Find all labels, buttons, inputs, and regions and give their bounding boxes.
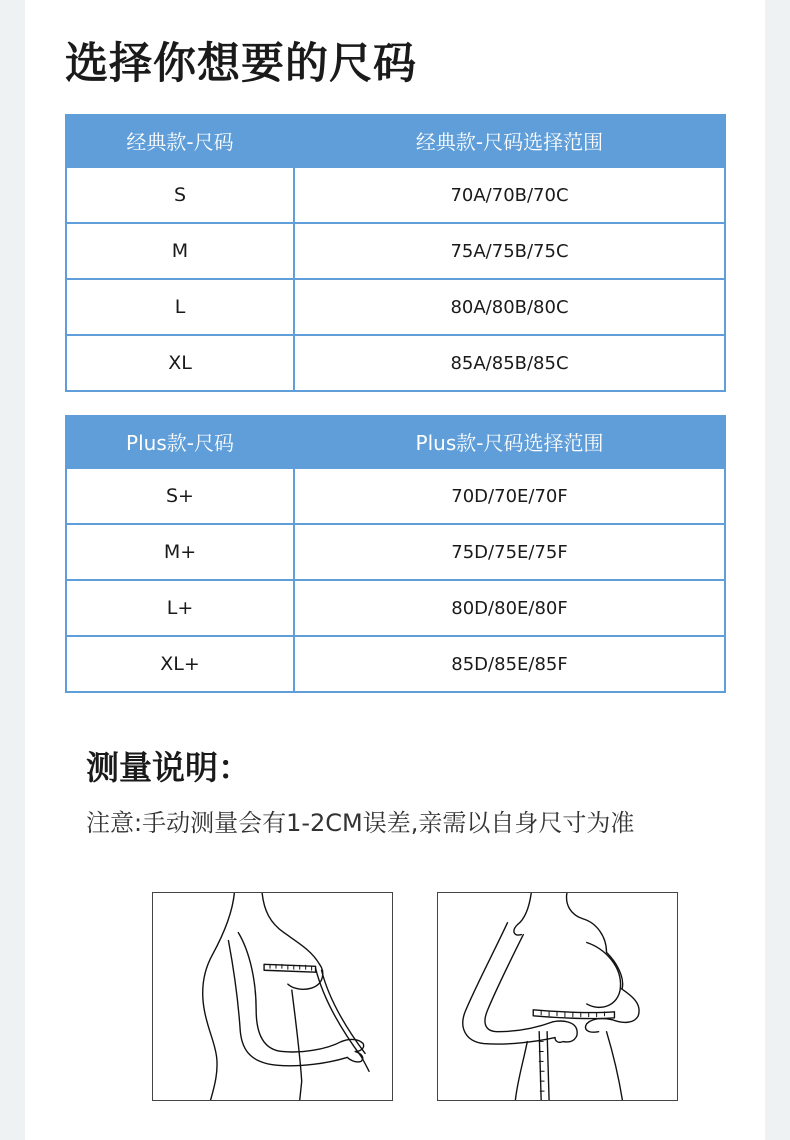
underbust-measurement-illustration [437, 892, 678, 1101]
table-header-row [66, 415, 725, 468]
size-cell: M+ [66, 524, 294, 580]
column-header-range: 经典款-尺码选择范围 [294, 114, 725, 167]
table-row [66, 223, 725, 279]
size-cell: XL+ [66, 636, 294, 692]
size-cell: L [66, 279, 294, 335]
size-cell: M [66, 223, 294, 279]
range-cell: 85A/85B/85C [294, 335, 725, 391]
range-cell: 80A/80B/80C [294, 279, 725, 335]
range-cell: 70A/70B/70C [294, 167, 725, 223]
table-row [66, 636, 725, 692]
table-row [66, 279, 725, 335]
column-header-range: Plus款-尺码选择范围 [294, 415, 725, 468]
size-cell: L+ [66, 580, 294, 636]
size-cell: XL [66, 335, 294, 391]
classic-size-table [65, 114, 726, 392]
range-cell: 75D/75E/75F [294, 524, 725, 580]
size-cell: S+ [66, 468, 294, 524]
size-cell: S [66, 167, 294, 223]
bust-measurement-illustration [152, 892, 393, 1101]
range-cell: 80D/80E/80F [294, 580, 725, 636]
table-header-row [66, 114, 725, 167]
table-row [66, 524, 725, 580]
measurement-heading: 测量说明： [86, 748, 251, 787]
column-header-size: 经典款-尺码 [66, 114, 294, 167]
plus-size-table [65, 415, 726, 693]
range-cell: 85D/85E/85F [294, 636, 725, 692]
page-title: 选择你想要的尺码 [65, 39, 417, 89]
range-cell: 70D/70E/70F [294, 468, 725, 524]
table-row [66, 167, 725, 223]
table-row [66, 468, 725, 524]
column-header-size: Plus款-尺码 [66, 415, 294, 468]
range-cell: 75A/75B/75C [294, 223, 725, 279]
table-row [66, 335, 725, 391]
measurement-note: 注意:手动测量会有1-2CM误差,亲需以自身尺寸为准 [86, 809, 635, 837]
table-row [66, 580, 725, 636]
